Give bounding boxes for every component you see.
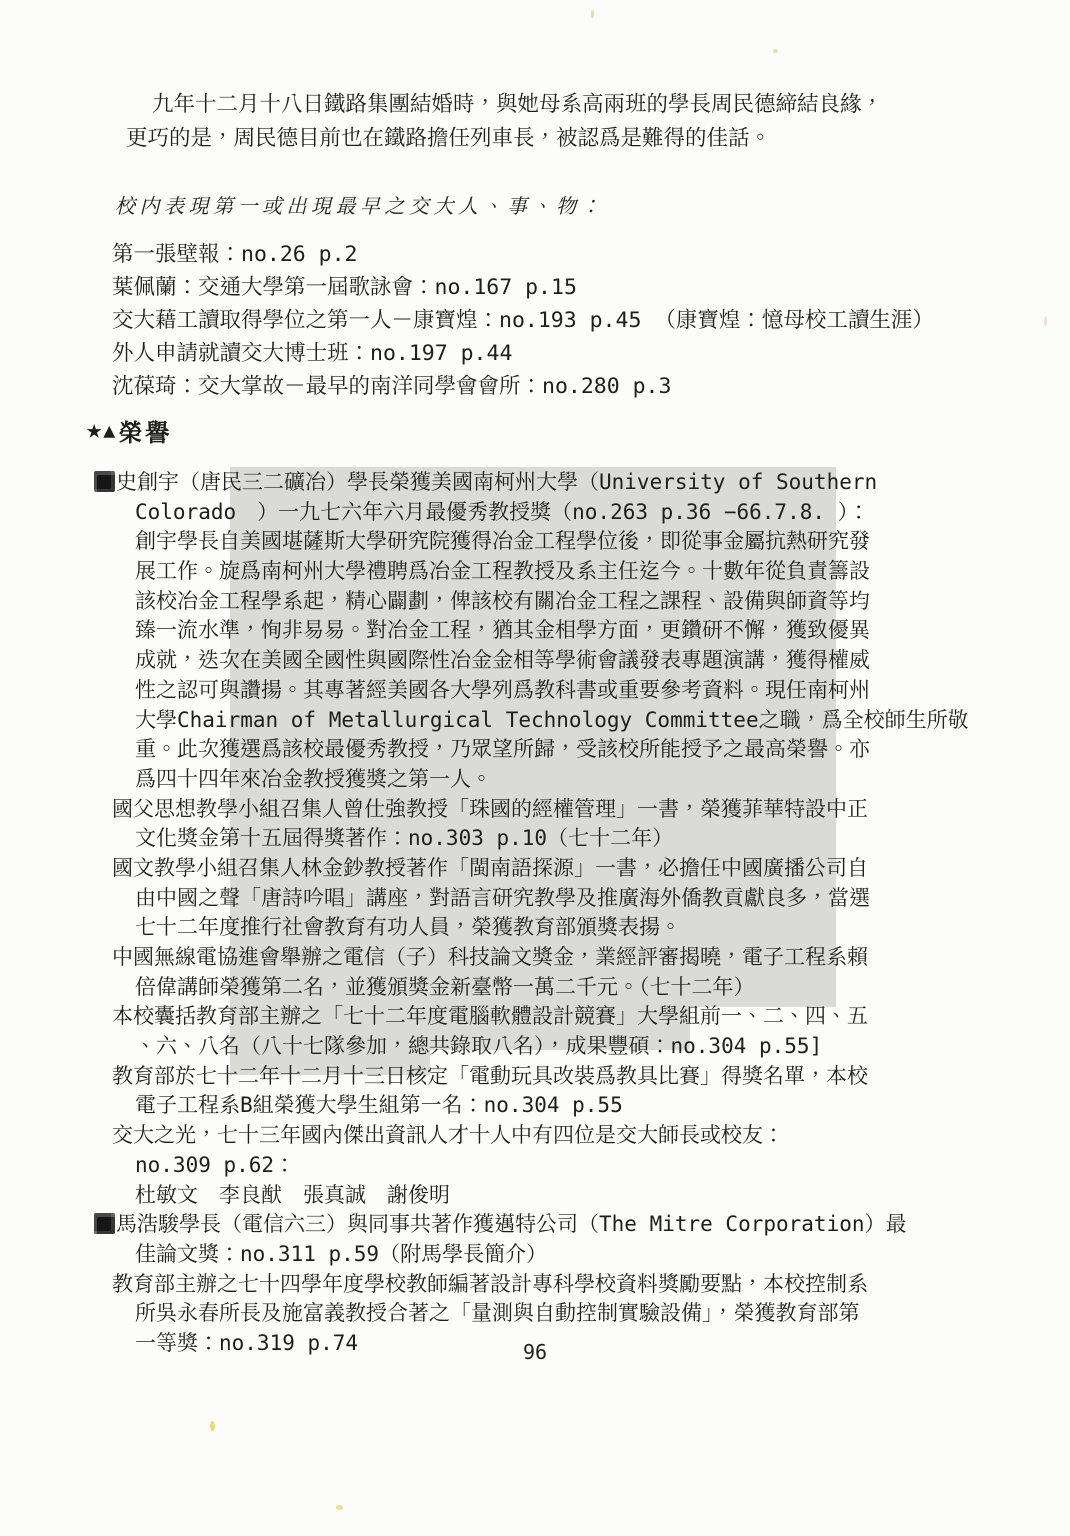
honor-entry-line: 交大之光，七十三年國內傑出資訊人才十人中有四位是交大師長或校友： [112, 1123, 784, 1148]
honor-entry-line: 七十二年度推行社會教育有功人員，榮獲教育部頒獎表揚。 [135, 915, 681, 940]
honor-entry-line: 、六、八名（八十七隊參加，總共錄取八名），成果豐碩：no.304 p.55] [135, 1034, 823, 1059]
firsts-list [0, 238, 1070, 403]
honor-entry-line: no.309 p.62： [135, 1152, 296, 1177]
section-heading-firsts: 校内表現第一或出現最早之交大人、事、物： [115, 196, 605, 218]
honors-entries [0, 468, 1070, 1359]
list-item: 葉佩蘭：交通大學第一屆歌詠會：no.167 p.15 [112, 275, 577, 300]
list-item: 第一張壁報：no.26 p.2 [112, 242, 358, 267]
honor-entry-line: 該校冶金工程學系起，精心闢劃，俾該校有關冶金工程之課程、設備與師資等均 [135, 588, 870, 613]
honor-entry-line: 創宇學長自美國堪薩斯大學研究院獲得冶金工程學位後，即從事金屬抗熱研究發 [135, 529, 870, 554]
honor-entry-line: 一等獎：no.319 p.74 [135, 1330, 359, 1355]
intro-paragraph [0, 88, 1070, 156]
honor-entry-line: 馬浩駿學長（電信六三）與同事共著作獲邁特公司（The Mitre Corporation）最 [0, 1210, 1070, 1240]
scan-artifact-speck [336, 1505, 343, 1510]
page-number: 96 [522, 1340, 548, 1364]
text-line: 九年十二月十八日鐵路集團結婚時，與她母系高兩班的學長周民德締結良緣， [152, 92, 884, 117]
honor-entry-line: 展工作。旋爲南柯州大學禮聘爲冶金工程教授及系主任迄今。十數年從負責籌設 [135, 559, 870, 584]
honor-entry-line: 大學Chairman of Metallurgical Technology Committee之職，爲全校師生所敬 [135, 707, 969, 732]
honor-entry-line: 性之認可與讚揚。其專著經美國各大學列爲教科書或重要參考資料。現任南柯州 [135, 677, 870, 702]
honor-entry-line: 國文教學小組召集人林金鈔教授著作「閩南語探源」一書，必擔任中國廣播公司自 [112, 855, 868, 880]
scan-artifact-speck [591, 10, 594, 18]
honor-entry-line: 倍偉講師榮獲第二名，並獲頒獎金新臺幣一萬二千元。（七十二年） [135, 974, 755, 999]
star-icon: ★ [86, 414, 103, 445]
list-item: 沈葆琦：交大掌故－最早的南洋同學會會所：no.280 p.3 [112, 374, 672, 399]
honor-entry-line: 佳論文獎：no.311 p.59（附馬學長簡介） [135, 1241, 548, 1266]
honor-entry-line: 臻一流水準，恂非易易。對冶金工程，猶其金相學方面，更鑽研不懈，獲致優異 [135, 618, 870, 643]
honor-entry-line: 成就，迭次在美國全國性與國際性冶金金相等學術會議發表專題演講，獲得權威 [135, 648, 870, 673]
honor-entry-line: 本校囊括教育部主辦之「七十二年度電腦軟體設計競賽」大學組前一、二、四、五 [112, 1004, 868, 1029]
honor-entry-line: 中國無線電協進會舉辦之電信（子）科技論文獎金，業經評審揭曉，電子工程系賴 [112, 945, 868, 969]
honor-entry-line: 所吳永春所長及施富義教授合著之「量測與自動控制實驗設備」，榮獲教育部第 [135, 1301, 860, 1326]
honor-entry-line: 電子工程系B組榮獲大學生組第一名：no.304 p.55 [135, 1093, 623, 1118]
list-item: 外人申請就讀交大博士班：no.197 p.44 [112, 341, 513, 366]
stamp-mark-icon [94, 1213, 115, 1234]
text-line: 更巧的是，周民德目前也在鐵路擔任列車長，被認爲是難得的佳話。 [126, 126, 772, 151]
honor-entry-line: 爲四十四年來冶金教授獲獎之第一人。 [135, 766, 492, 791]
honors-section-heading [86, 412, 172, 448]
honor-entry-line: 教育部主辦之七十四學年度學校教師編著設計專科學校資料獎勵要點，本校控制系 [112, 1271, 868, 1296]
honor-entry-line: Colorado ）一九七六年六月最優秀教授獎（no.263 p.36 −66.7.8. ）： [135, 499, 870, 524]
stamp-mark-icon [94, 471, 115, 492]
honors-title: 榮譽 [118, 418, 173, 447]
scan-artifact-speck [773, 49, 778, 53]
honor-entry-line: 杜敏文 李良猷 張真誠 謝俊明 [135, 1182, 450, 1207]
honor-entry-line: 教育部於七十二年十二月十三日核定「電動玩具改裝爲教具比賽」得獎名單，本校 [112, 1063, 868, 1088]
honor-entry-line: 重。此次獲選爲該校最優秀教授，乃眾望所歸，受該校所能授予之最高榮譽。亦 [135, 737, 870, 762]
honor-entry-line: 史創宇（唐民三二礦冶）學長榮獲美國南柯州大學（University of Southern [0, 468, 1070, 498]
triangle-icon: ▲ [103, 418, 116, 442]
scan-artifact-speck [210, 1421, 215, 1431]
honor-entry-line: 國父思想教學小組召集人曾仕強教授「珠國的經權管理」一書，榮獲菲華特設中正 [112, 796, 868, 821]
list-item: 交大藉工讀取得學位之第一人－康寶煌：no.193 p.45 （康寶煌：憶母校工讀生涯） [112, 308, 934, 333]
honor-entry-line: 文化獎金第十五屆得獎著作：no.303 p.10（七十二年） [135, 826, 674, 851]
honor-entry-line: 由中國之聲「唐詩吟唱」講座，對語言研究教學及推廣海外僑教貢獻良多，當選 [135, 885, 870, 910]
